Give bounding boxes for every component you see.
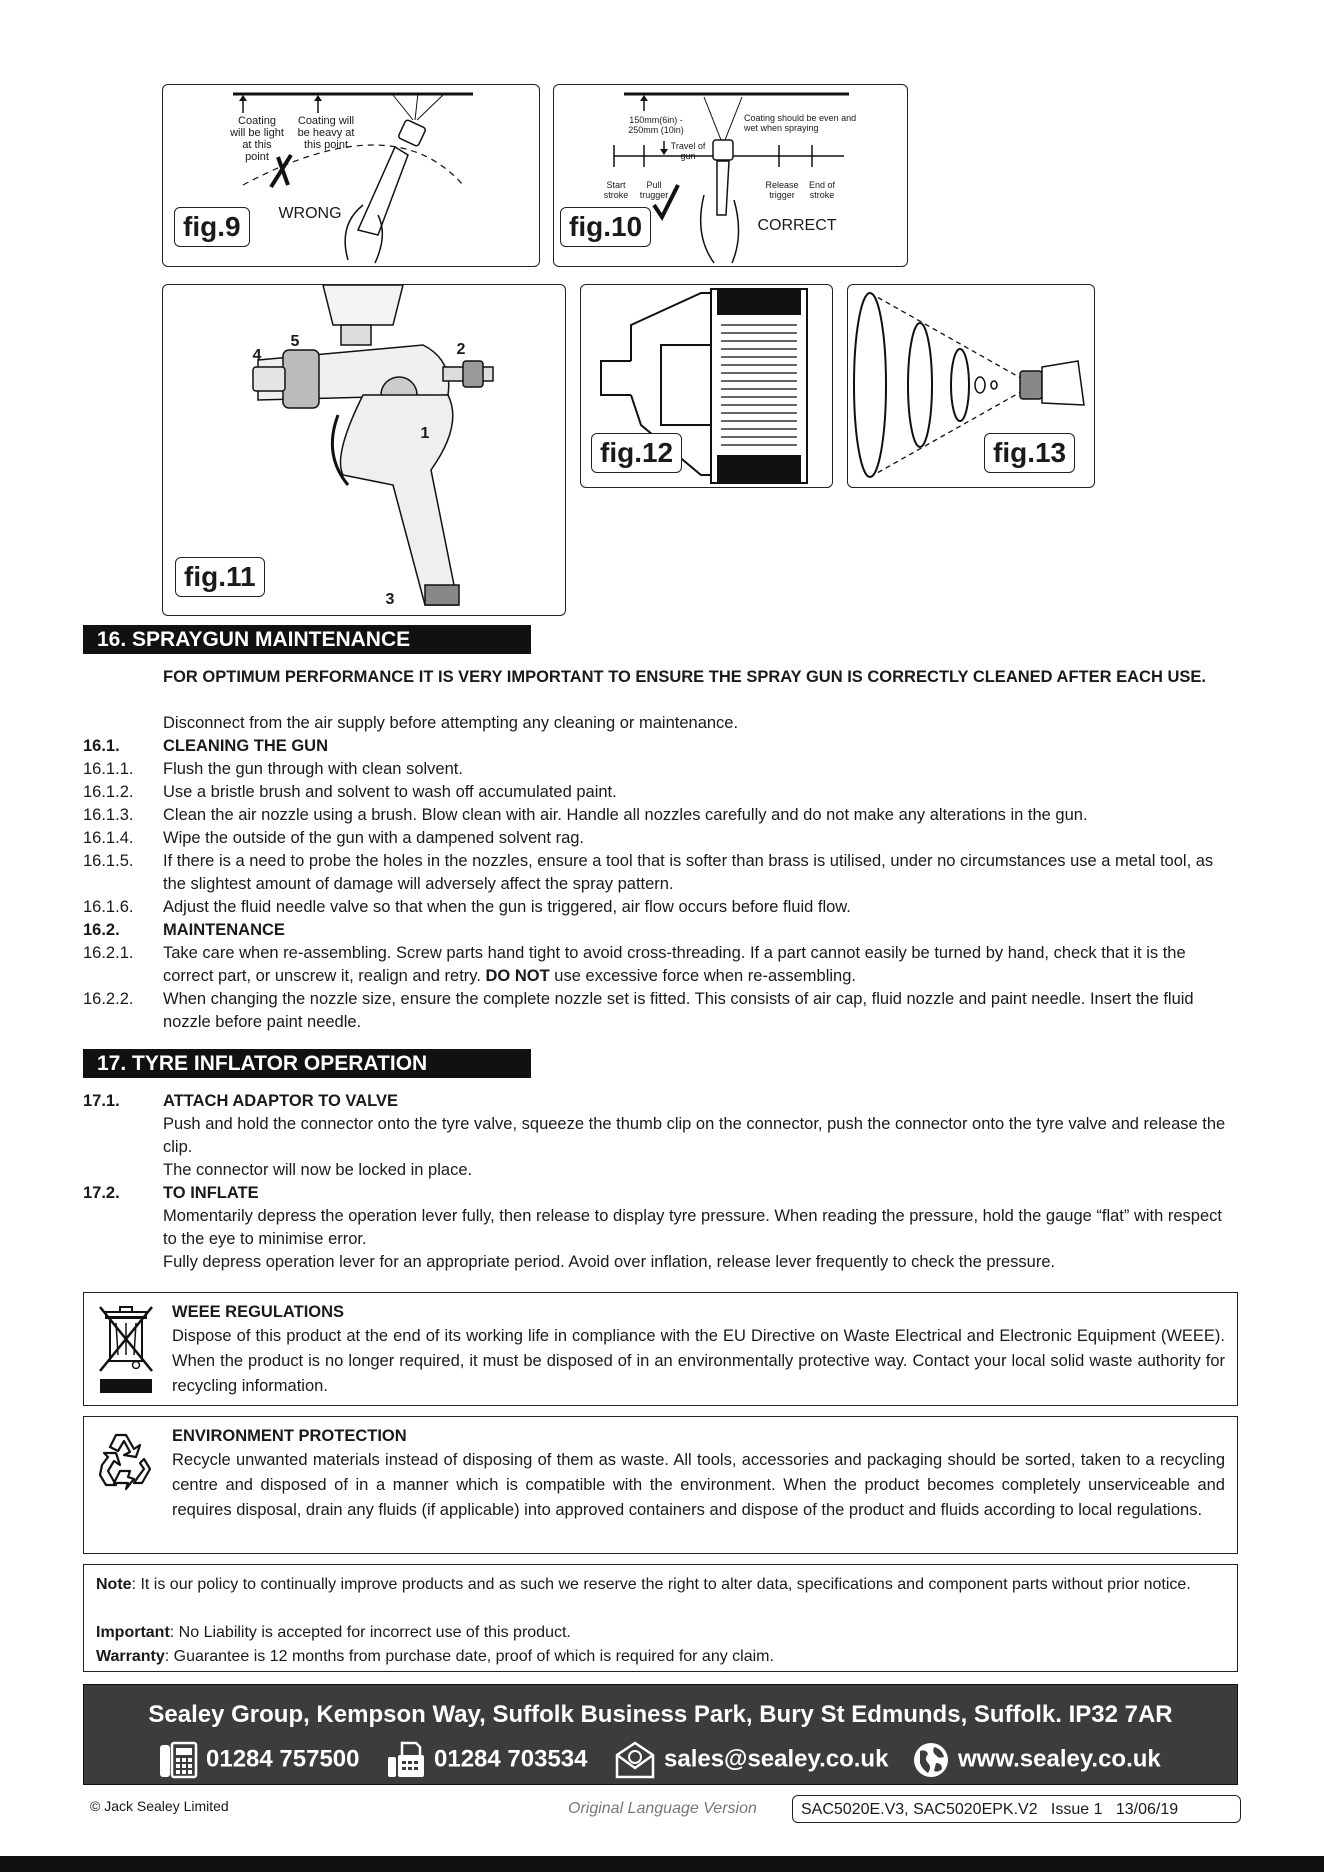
fig10-travel: Travel of gun [670,141,706,161]
weee-title: WEEE REGULATIONS [172,1303,345,1321]
figure-9 [162,84,540,267]
section-17-heading: 17. TYRE INFLATOR OPERATION [83,1049,531,1078]
item-num: 17.1. [83,1092,120,1110]
item-text: Momentarily depress the operation lever fully, then release to display tyre pressure. When reading the pressure, hold the gauge “flat” with respect to the eye to minimise error. [163,1207,1222,1248]
item-num: 16.1.5. [83,852,134,870]
fig9-note-light: Coating will be light at this point [230,115,284,163]
item-text: Clean the air nozzle using a brush. Blow clean with air. Handle all nozzles carefully and do not make any alterations in the gun. [163,806,1088,824]
item-text: MAINTENANCE [163,921,285,939]
item-text: Fully depress operation lever for an appropriate period. Avoid over inflation, release lever frequently to check the pressure. [163,1253,1056,1271]
phone-number[interactable]: 01284 757500 [206,1745,360,1773]
fig11-callout-2: 2 [456,341,466,358]
item-text [163,942,1238,988]
figure-11 [162,284,566,616]
important-line [96,1621,1225,1645]
item-text-part: Take care when re-assembling. Screw parts hand tight to avoid cross-threading. If a part cannot easily be turned by hand, check that it is the correct part, or unscrew it, realign and retry. [163,944,1186,985]
item-text: CLEANING THE GUN [163,737,328,755]
email-contact [614,1741,888,1779]
figure-10 [553,84,908,267]
fig9-label: fig.9 [174,207,250,247]
item-title: ATTACH ADAPTOR TO VALVE [163,1092,398,1110]
fig11-callout-4: 4 [252,347,262,364]
website[interactable]: www.sealey.co.uk [958,1745,1161,1773]
email-address[interactable]: sales@sealey.co.uk [664,1745,889,1773]
copyright: © Jack Sealey Limited [90,1798,229,1814]
item-num: 16.2.1. [83,944,134,962]
important-text: : No Liability is accepted for incorrect use of this product. [169,1624,571,1641]
fig10-label: fig.10 [560,207,651,247]
email-icon [614,1741,656,1779]
fig11-callout-1: 1 [420,425,430,442]
section-16-heading: 16. SPRAYGUN MAINTENANCE [83,625,531,654]
warranty-label: Warranty [96,1648,165,1665]
figure-12 [580,284,833,488]
section-16-intro-bold: FOR OPTIMUM PERFORMANCE IT IS VERY IMPORTANT TO ENSURE THE SPRAY GUN IS CORRECTLY CLEANED AFTER EACH USE. [163,668,1206,686]
fig10-verdict: CORRECT [757,217,837,234]
environment-box [83,1416,1238,1554]
fig9-note-heavy: Coating will be heavy at this point [297,115,355,151]
item-title: TO INFLATE [163,1184,259,1202]
phone-contact [158,1741,360,1779]
fig12-label: fig.12 [591,433,682,473]
item-text: If there is a need to probe the holes in the nozzles, ensure a tool that is softer than brass is utilised, under no circumstances use a metal tool, as the slightest amount of damage will adversely affect the spray pattern. [163,852,1214,893]
weee-text: Dispose of this product at the end of its working life in compliance with the EU Directive on Waste Electrical and Electronic Equipment (WEEE). When the product is no longer required, it must be disposed of in an environmentally protective way. Contact your local solid waste authority for recycling information. [172,1327,1225,1395]
web-contact [912,1741,1161,1779]
document-version: SAC5020E.V3, SAC5020EPK.V2 Issue 1 13/06/19 [792,1795,1241,1823]
item-text: Push and hold the connector onto the tyre valve, squeeze the thumb clip on the connector, push the connector onto the tyre valve and release the clip. [163,1115,1226,1156]
fig10-pull: Pull trugger [639,180,669,200]
page-bottom-edge [0,1856,1324,1872]
note-text: : It is our policy to continually improve products and as such we reserve the right to alter data, specifications and component parts without prior notice. [131,1576,1191,1593]
contact-footer [83,1684,1238,1785]
item-num: 16.1.1. [83,760,134,778]
notes-box [83,1564,1238,1672]
fig10-end: End of stroke [808,180,836,200]
fig11-callout-5: 5 [290,333,300,350]
fax-contact [386,1741,588,1779]
recycle-icon [94,1427,158,1491]
fig10-distance: 150mm(6in) - 250mm (10in) [628,115,684,135]
item-text-part: use excessive force when re-assembling. [554,967,856,985]
item-text-emphasis: DO NOT [485,967,550,985]
environment-title: ENVIRONMENT PROTECTION [172,1427,407,1445]
company-address: Sealey Group, Kempson Way, Suffolk Business Park, Bury St Edmunds, Suffolk. IP32 7AR [148,1701,1173,1728]
fig9-verdict: WRONG [278,205,342,222]
item-text: The connector will now be locked in place. [163,1161,473,1179]
note-line [96,1573,1225,1597]
warranty-text: : Guarantee is 12 months from purchase date, proof of which is required for any claim. [164,1648,774,1665]
phone-icon [158,1741,198,1779]
fig10-even: Coating should be even and wet when spraying [744,113,857,133]
fig10-release: Release trigger [765,180,799,200]
item-num: 17.2. [83,1184,120,1202]
original-language: Original Language Version [568,1800,757,1817]
fax-number[interactable]: 01284 703534 [434,1745,588,1773]
note-label: Note [96,1576,132,1593]
weee-bin-icon [96,1303,156,1393]
environment-text: Recycle unwanted materials instead of disposing of them as waste. All tools, accessories and packaging should be sorted, taken to a recycling centre and disposed of in a manner which is compatible with the environment. When the product becomes completely unserviceable and requires disposal, drain any fluids (if applicable) into approved containers and dispose of the product and fluids according to local regulations. [172,1451,1225,1519]
item-num: 16.1.6. [83,898,134,916]
item-num: 16.1.3. [83,806,134,824]
fig11-callout-3: 3 [385,591,395,608]
item-text: Adjust the fluid needle valve so that when the gun is triggered, air flow occurs before fluid flow. [163,898,851,916]
globe-icon [912,1741,950,1779]
figure-13 [847,284,1095,488]
item-text: When changing the nozzle size, ensure the complete nozzle set is fitted. This consists of air cap, fluid nozzle and paint needle. Insert the fluid nozzle before paint needle. [163,990,1194,1031]
warranty-line [96,1645,1225,1669]
item-text: Use a bristle brush and solvent to wash off accumulated paint. [163,783,617,801]
item-text: Wipe the outside of the gun with a dampened solvent rag. [163,829,585,847]
item-num: 16.1.4. [83,829,134,847]
important-label: Important [96,1624,170,1641]
fig11-label: fig.11 [175,557,265,597]
item-num: 16.1. [83,737,120,755]
fig10-start: Start stroke [603,180,629,200]
item-num: 16.2. [83,921,120,939]
item-text: Flush the gun through with clean solvent. [163,760,463,778]
fax-icon [386,1741,426,1779]
item-num: 16.2.2. [83,990,134,1008]
weee-box [83,1292,1238,1406]
fig13-label: fig.13 [984,433,1075,473]
item-num: 16.1.2. [83,783,134,801]
section-16-intro-text: Disconnect from the air supply before attempting any cleaning or maintenance. [163,714,739,732]
